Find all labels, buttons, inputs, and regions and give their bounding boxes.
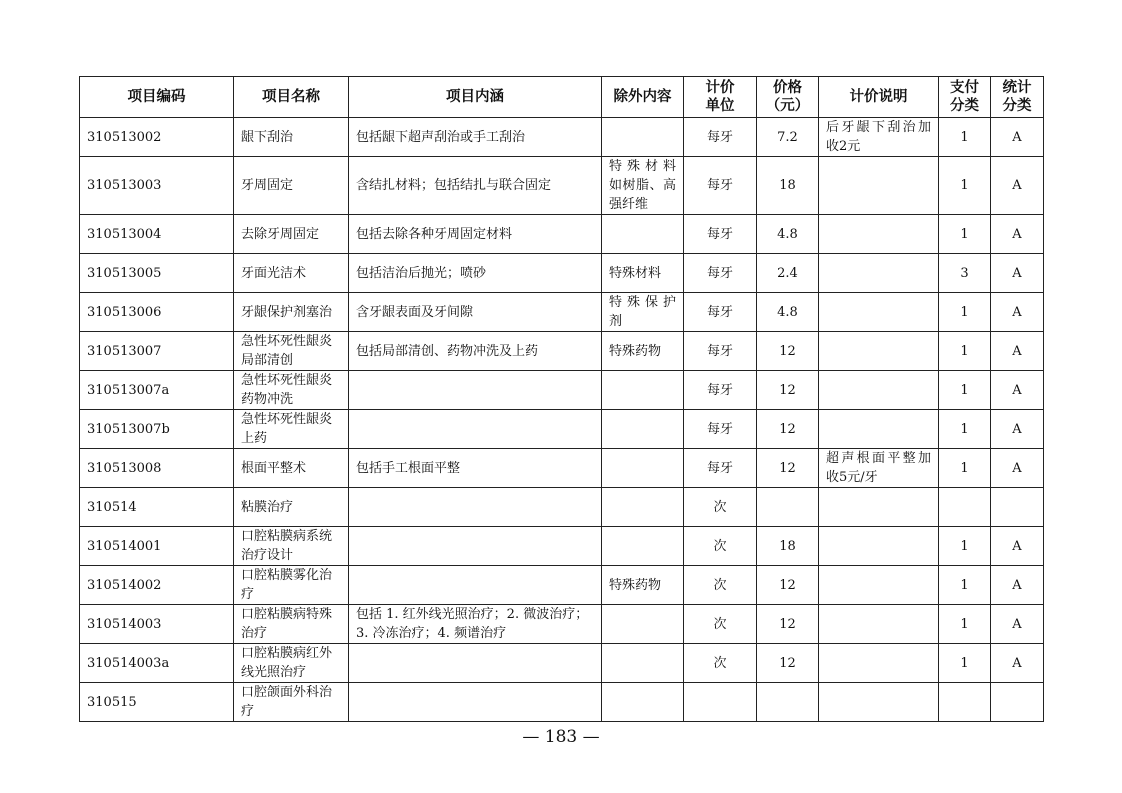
cell-unit xyxy=(684,215,757,254)
cell-code xyxy=(80,254,234,293)
cell-exclusion xyxy=(602,410,684,449)
cell-content xyxy=(349,683,602,722)
cell-note xyxy=(819,254,939,293)
header-row xyxy=(80,77,1044,118)
cell-name xyxy=(234,566,349,605)
header-code: 项目编码 xyxy=(80,77,234,118)
table-row xyxy=(80,449,1044,488)
cell-exclusion xyxy=(602,215,684,254)
cell-stat-text: A xyxy=(1012,460,1022,476)
cell-unit-text: 每牙 xyxy=(706,178,733,193)
cell-stat xyxy=(991,118,1044,157)
cell-unit xyxy=(684,488,757,527)
cell-price-text: 12 xyxy=(779,655,796,671)
cell-stat xyxy=(991,644,1044,683)
cell-line: 收2元 xyxy=(826,139,861,154)
cell-price xyxy=(757,605,819,644)
cell-content xyxy=(349,215,602,254)
cell-note xyxy=(819,215,939,254)
cell-line: 超声根面平整加 xyxy=(826,451,931,466)
table-row xyxy=(80,410,1044,449)
cell-name-text: 口腔粘膜病特殊 治疗 xyxy=(241,607,333,641)
cell-stat-text: A xyxy=(1012,343,1022,359)
cell-note xyxy=(819,293,939,332)
cell-content-text: 包括洁治后抛光；喷砂 xyxy=(356,265,487,281)
cell-content-text: 包括手工根面平整 xyxy=(356,460,461,476)
cell-name xyxy=(234,410,349,449)
table-row xyxy=(80,118,1044,157)
cell-unit-text: 每牙 xyxy=(706,226,733,242)
cell-name xyxy=(234,215,349,254)
cell-stat-text: A xyxy=(1012,616,1022,632)
cell-unit-text: 次 xyxy=(713,655,727,671)
cell-stat xyxy=(991,332,1044,371)
cell-unit-text: 每牙 xyxy=(706,421,733,437)
cell-name-text: 去除牙周固定 xyxy=(241,226,320,242)
cell-line: 收5元/牙 xyxy=(826,470,878,485)
cell-price xyxy=(757,566,819,605)
cell-code-text: 310513004 xyxy=(87,226,162,242)
cell-unit-text: 次 xyxy=(713,538,727,554)
cell-note xyxy=(819,605,939,644)
cell-stat-text: A xyxy=(1012,129,1022,145)
cell-stat xyxy=(991,157,1044,215)
cell-name-text: 牙龈保护剂塞治 xyxy=(241,304,333,320)
cell-payment-text: 1 xyxy=(960,129,969,145)
cell-stat-text: A xyxy=(1012,421,1022,437)
cell-exclusion xyxy=(602,644,684,683)
cell-content xyxy=(349,527,602,566)
cell-payment xyxy=(939,293,991,332)
cell-stat xyxy=(991,254,1044,293)
table-row xyxy=(80,488,1044,527)
header-content: 项目内涵 xyxy=(349,77,602,118)
cell-name xyxy=(234,605,349,644)
cell-note xyxy=(819,157,939,215)
cell-unit-text: 每牙 xyxy=(706,460,733,476)
cell-price xyxy=(757,293,819,332)
cell-price xyxy=(757,118,819,157)
cell-stat xyxy=(991,605,1044,644)
cell-stat-text: A xyxy=(1012,304,1022,320)
cell-code-text: 310513007a xyxy=(87,382,170,398)
cell-price xyxy=(757,371,819,410)
cell-price-text: 12 xyxy=(779,616,796,632)
cell-exclusion xyxy=(602,157,684,215)
cell-name xyxy=(234,293,349,332)
cell-exclusion xyxy=(602,566,684,605)
cell-exclusion xyxy=(602,683,684,722)
cell-unit xyxy=(684,371,757,410)
cell-line: 特殊材料 xyxy=(609,159,676,174)
cell-code-text: 310513002 xyxy=(87,129,162,145)
cell-content xyxy=(349,605,602,644)
cell-price-text: 18 xyxy=(779,538,796,554)
cell-code-text: 310513007b xyxy=(87,421,170,437)
cell-content xyxy=(349,293,602,332)
cell-name-text: 口腔颌面外科治 疗 xyxy=(241,685,333,719)
cell-note xyxy=(819,488,939,527)
cell-payment xyxy=(939,566,991,605)
cell-code xyxy=(80,118,234,157)
cell-note xyxy=(819,332,939,371)
cell-content xyxy=(349,118,602,157)
cell-stat xyxy=(991,293,1044,332)
cell-code-text: 310515 xyxy=(87,694,137,710)
header-payment: 支付 分类 xyxy=(939,77,991,118)
cell-stat xyxy=(991,215,1044,254)
page-number: — 183 — xyxy=(522,727,600,747)
cell-line: 特殊保护 xyxy=(609,295,676,310)
cell-stat xyxy=(991,371,1044,410)
cell-payment-text: 3 xyxy=(960,265,969,281)
cell-code-text: 310513005 xyxy=(87,265,162,281)
cell-exclusion-text: 特殊材料 xyxy=(609,265,662,281)
cell-code-text: 310514001 xyxy=(87,538,162,554)
cell-exclusion-text xyxy=(609,293,676,331)
cell-name-text: 口腔粘膜病红外 线光照治疗 xyxy=(241,646,333,680)
cell-unit-text: 每牙 xyxy=(706,129,733,145)
cell-payment-text: 1 xyxy=(960,616,969,632)
cell-exclusion-text xyxy=(609,157,676,214)
cell-content xyxy=(349,371,602,410)
cell-price-text: 12 xyxy=(779,460,796,476)
cell-stat-text: A xyxy=(1012,226,1022,242)
cell-name-text: 粘膜治疗 xyxy=(241,499,294,515)
cell-code xyxy=(80,157,234,215)
cell-name xyxy=(234,488,349,527)
cell-unit-text: 每牙 xyxy=(706,265,733,281)
cell-payment-text: 1 xyxy=(960,460,969,476)
cell-payment xyxy=(939,410,991,449)
cell-code-text: 310513008 xyxy=(87,460,162,476)
cell-code xyxy=(80,215,234,254)
cell-unit-text: 每牙 xyxy=(706,343,733,359)
header-stat: 统计 分类 xyxy=(991,77,1044,118)
table-row xyxy=(80,293,1044,332)
cell-stat-text: A xyxy=(1012,538,1022,554)
cell-payment xyxy=(939,449,991,488)
cell-note-text xyxy=(826,118,931,156)
cell-payment-text: 1 xyxy=(960,178,969,193)
cell-stat xyxy=(991,410,1044,449)
cell-code-text: 310514002 xyxy=(87,577,162,593)
cell-stat-text: A xyxy=(1012,577,1022,593)
cell-name-text: 急性坏死性龈炎 药物冲洗 xyxy=(241,373,333,407)
cell-note xyxy=(819,371,939,410)
cell-content xyxy=(349,410,602,449)
cell-code xyxy=(80,566,234,605)
cell-content xyxy=(349,332,602,371)
cell-exclusion xyxy=(602,254,684,293)
cell-payment xyxy=(939,683,991,722)
cell-content xyxy=(349,644,602,683)
cell-exclusion xyxy=(602,293,684,332)
cell-unit xyxy=(684,449,757,488)
cell-code-text: 310513007 xyxy=(87,343,162,359)
cell-unit xyxy=(684,527,757,566)
cell-stat xyxy=(991,449,1044,488)
cell-stat-text: A xyxy=(1012,265,1022,281)
cell-name xyxy=(234,449,349,488)
cell-unit-text: 每牙 xyxy=(706,382,733,398)
cell-name xyxy=(234,644,349,683)
cell-content-text: 含结扎材料；包括结扎与联合固定 xyxy=(356,178,552,193)
cell-code-text: 310514 xyxy=(87,499,137,515)
cell-code xyxy=(80,683,234,722)
cell-stat xyxy=(991,683,1044,722)
cell-name-text: 根面平整术 xyxy=(241,460,307,476)
cell-code xyxy=(80,332,234,371)
header-name: 项目名称 xyxy=(234,77,349,118)
cell-name-text: 龈下刮治 xyxy=(241,129,294,145)
cell-price xyxy=(757,332,819,371)
cell-stat xyxy=(991,488,1044,527)
cell-price xyxy=(757,488,819,527)
cell-note xyxy=(819,449,939,488)
cell-code xyxy=(80,644,234,683)
cell-payment xyxy=(939,488,991,527)
cell-payment xyxy=(939,644,991,683)
cell-stat xyxy=(991,566,1044,605)
cell-price xyxy=(757,644,819,683)
cell-payment xyxy=(939,118,991,157)
cell-unit xyxy=(684,566,757,605)
cell-content-text: 包括局部清创、药物冲洗及上药 xyxy=(356,343,539,359)
cell-name xyxy=(234,371,349,410)
table-row xyxy=(80,215,1044,254)
cell-line: 剂 xyxy=(609,314,623,329)
cell-price xyxy=(757,410,819,449)
cell-payment xyxy=(939,157,991,215)
cell-price-text: 4.8 xyxy=(777,226,798,242)
cell-payment xyxy=(939,254,991,293)
cell-name xyxy=(234,683,349,722)
cell-payment-text: 1 xyxy=(960,343,969,359)
table-row xyxy=(80,332,1044,371)
cell-stat-text: A xyxy=(1012,178,1022,193)
cell-content xyxy=(349,254,602,293)
cell-exclusion-text: 特殊药物 xyxy=(609,577,662,593)
cell-unit-text: 次 xyxy=(713,616,727,632)
cell-content xyxy=(349,566,602,605)
cell-exclusion xyxy=(602,118,684,157)
cell-content-text: 包括去除各种牙周固定材料 xyxy=(356,226,513,242)
cell-line: 后牙龈下刮治加 xyxy=(826,120,931,135)
table-row xyxy=(80,254,1044,293)
cell-stat-text: A xyxy=(1012,382,1022,398)
cell-unit-text: 次 xyxy=(713,577,727,593)
cell-unit xyxy=(684,332,757,371)
cell-note xyxy=(819,644,939,683)
cell-code xyxy=(80,293,234,332)
table-row xyxy=(80,605,1044,644)
cell-price xyxy=(757,527,819,566)
cell-price-text: 12 xyxy=(779,382,796,398)
cell-exclusion-text: 特殊药物 xyxy=(609,343,662,359)
cell-name xyxy=(234,157,349,215)
cell-price xyxy=(757,157,819,215)
cell-note-text xyxy=(826,449,931,487)
cell-payment xyxy=(939,371,991,410)
cell-note xyxy=(819,566,939,605)
cell-unit xyxy=(684,644,757,683)
cell-price-text: 7.2 xyxy=(777,129,798,145)
cell-exclusion xyxy=(602,488,684,527)
cell-code-text: 310514003 xyxy=(87,616,162,632)
cell-code-text: 310513003 xyxy=(87,178,162,193)
cell-line: 强纤维 xyxy=(609,197,649,212)
cell-price xyxy=(757,683,819,722)
cell-content-text: 含牙龈表面及牙间隙 xyxy=(356,304,474,320)
cell-note xyxy=(819,683,939,722)
cell-payment-text: 1 xyxy=(960,421,969,437)
header-exclusion: 除外内容 xyxy=(602,77,684,118)
cell-name-text: 牙面光洁术 xyxy=(241,265,307,281)
table-row xyxy=(80,371,1044,410)
table-row xyxy=(80,566,1044,605)
cell-price xyxy=(757,215,819,254)
cell-price xyxy=(757,449,819,488)
cell-payment-text: 1 xyxy=(960,577,969,593)
cell-content xyxy=(349,488,602,527)
cell-stat-text: A xyxy=(1012,655,1022,671)
cell-code xyxy=(80,410,234,449)
fee-table xyxy=(79,76,1044,722)
cell-exclusion xyxy=(602,605,684,644)
cell-unit-text: 次 xyxy=(713,499,727,515)
cell-unit xyxy=(684,410,757,449)
cell-name-text: 急性坏死性龈炎 局部清创 xyxy=(241,334,333,368)
cell-payment-text: 1 xyxy=(960,538,969,554)
cell-note xyxy=(819,118,939,157)
cell-name xyxy=(234,118,349,157)
cell-note xyxy=(819,527,939,566)
cell-content-text: 包括龈下超声刮治或手工刮治 xyxy=(356,129,526,145)
cell-name xyxy=(234,332,349,371)
cell-payment xyxy=(939,332,991,371)
cell-unit-text: 每牙 xyxy=(706,304,733,320)
cell-code xyxy=(80,605,234,644)
cell-code xyxy=(80,488,234,527)
cell-code xyxy=(80,527,234,566)
cell-stat xyxy=(991,527,1044,566)
cell-unit xyxy=(684,118,757,157)
cell-price-text: 12 xyxy=(779,421,796,437)
cell-content xyxy=(349,157,602,215)
table-row xyxy=(80,527,1044,566)
cell-exclusion xyxy=(602,332,684,371)
header-price: 价格 （元） xyxy=(757,77,819,118)
cell-unit xyxy=(684,605,757,644)
cell-price-text: 12 xyxy=(779,343,796,359)
cell-exclusion xyxy=(602,371,684,410)
table-row xyxy=(80,644,1044,683)
cell-name xyxy=(234,254,349,293)
cell-price-text: 4.8 xyxy=(777,304,798,320)
cell-price-text: 12 xyxy=(779,577,796,593)
cell-code-text: 310514003a xyxy=(87,655,170,671)
cell-unit xyxy=(684,254,757,293)
cell-exclusion xyxy=(602,527,684,566)
cell-name-text: 口腔粘膜病系统 治疗设计 xyxy=(241,529,333,563)
cell-payment-text: 1 xyxy=(960,304,969,320)
cell-price-text: 18 xyxy=(779,178,796,193)
cell-payment-text: 1 xyxy=(960,382,969,398)
table-body xyxy=(80,118,1044,722)
cell-payment-text: 1 xyxy=(960,226,969,242)
cell-code xyxy=(80,449,234,488)
cell-note xyxy=(819,410,939,449)
cell-payment xyxy=(939,605,991,644)
cell-name-text: 牙周固定 xyxy=(241,178,294,193)
cell-unit xyxy=(684,293,757,332)
cell-name xyxy=(234,527,349,566)
cell-unit xyxy=(684,683,757,722)
header-unit: 计价 单位 xyxy=(684,77,757,118)
cell-name-text: 口腔粘膜雾化治 疗 xyxy=(241,568,333,602)
cell-name-text: 急性坏死性龈炎 上药 xyxy=(241,412,333,446)
table-row xyxy=(80,683,1044,722)
cell-unit xyxy=(684,157,757,215)
table-row xyxy=(80,157,1044,215)
cell-price xyxy=(757,254,819,293)
cell-code xyxy=(80,371,234,410)
header-note: 计价说明 xyxy=(819,77,939,118)
cell-exclusion xyxy=(602,449,684,488)
cell-payment xyxy=(939,215,991,254)
cell-content xyxy=(349,449,602,488)
cell-payment-text: 1 xyxy=(960,655,969,671)
cell-price-text: 2.4 xyxy=(777,265,798,281)
cell-code-text: 310513006 xyxy=(87,304,162,320)
cell-payment xyxy=(939,527,991,566)
cell-content-text: 包括 1. 红外线光照治疗；2. 微波治疗； 3. 冷冻治疗；4. 频谱治疗 xyxy=(356,607,589,641)
cell-line: 如树脂、高 xyxy=(609,178,676,193)
